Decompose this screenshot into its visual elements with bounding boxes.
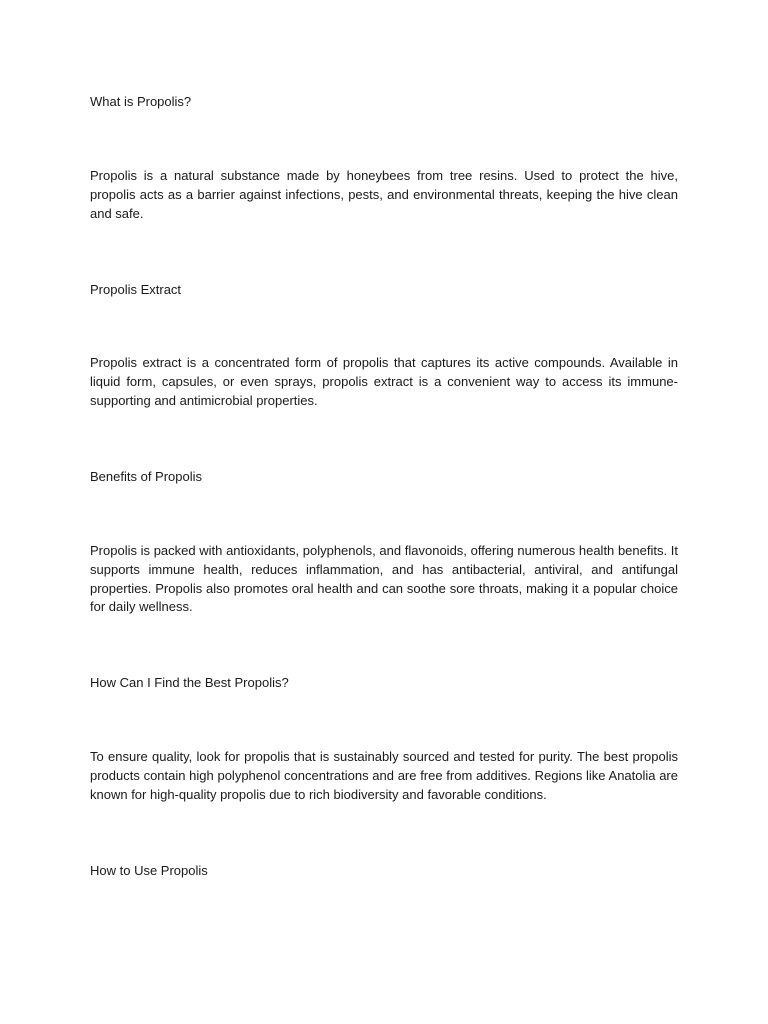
section-heading-what-is-propolis: What is Propolis? xyxy=(90,94,192,109)
section-body-benefits: Propolis is packed with antioxidants, polyphenols, and flavonoids, offering numerous health benefits. It supports immune health, reduces inflammation, and has antibacterial, antiviral, and antifungal properties. Propolis also promotes oral health and can soothe sore throats, making it a popular choice for daily wellness. xyxy=(90,543,678,615)
section-heading-find-best: How Can I Find the Best Propolis? xyxy=(90,675,289,690)
section-body-what-is-propolis: Propolis is a natural substance made by honeybees from tree resins. Used to protect the hive, propolis acts as a barrier against infections, pests, and environmental threats, keeping the hive clean and safe. xyxy=(90,168,678,221)
section-body-propolis-extract: Propolis extract is a concentrated form of propolis that captures its active compounds. Available in liquid form, capsules, or even sprays, propolis extract is a convenient way to access its immune-supporting and antimicrobial properties. xyxy=(90,355,678,408)
section-heading-propolis-extract: Propolis Extract xyxy=(90,282,182,297)
section-heading-how-to-use: How to Use Propolis xyxy=(90,863,208,878)
section-heading-benefits: Benefits of Propolis xyxy=(90,469,203,484)
section-body-find-best: To ensure quality, look for propolis that is sustainably sourced and tested for purity. The best propolis products contain high polyphenol concentrations and are free from additives. Regions like Anatolia are known for high-quality propolis due to rich biodiversity and favorable conditions. xyxy=(90,749,678,802)
